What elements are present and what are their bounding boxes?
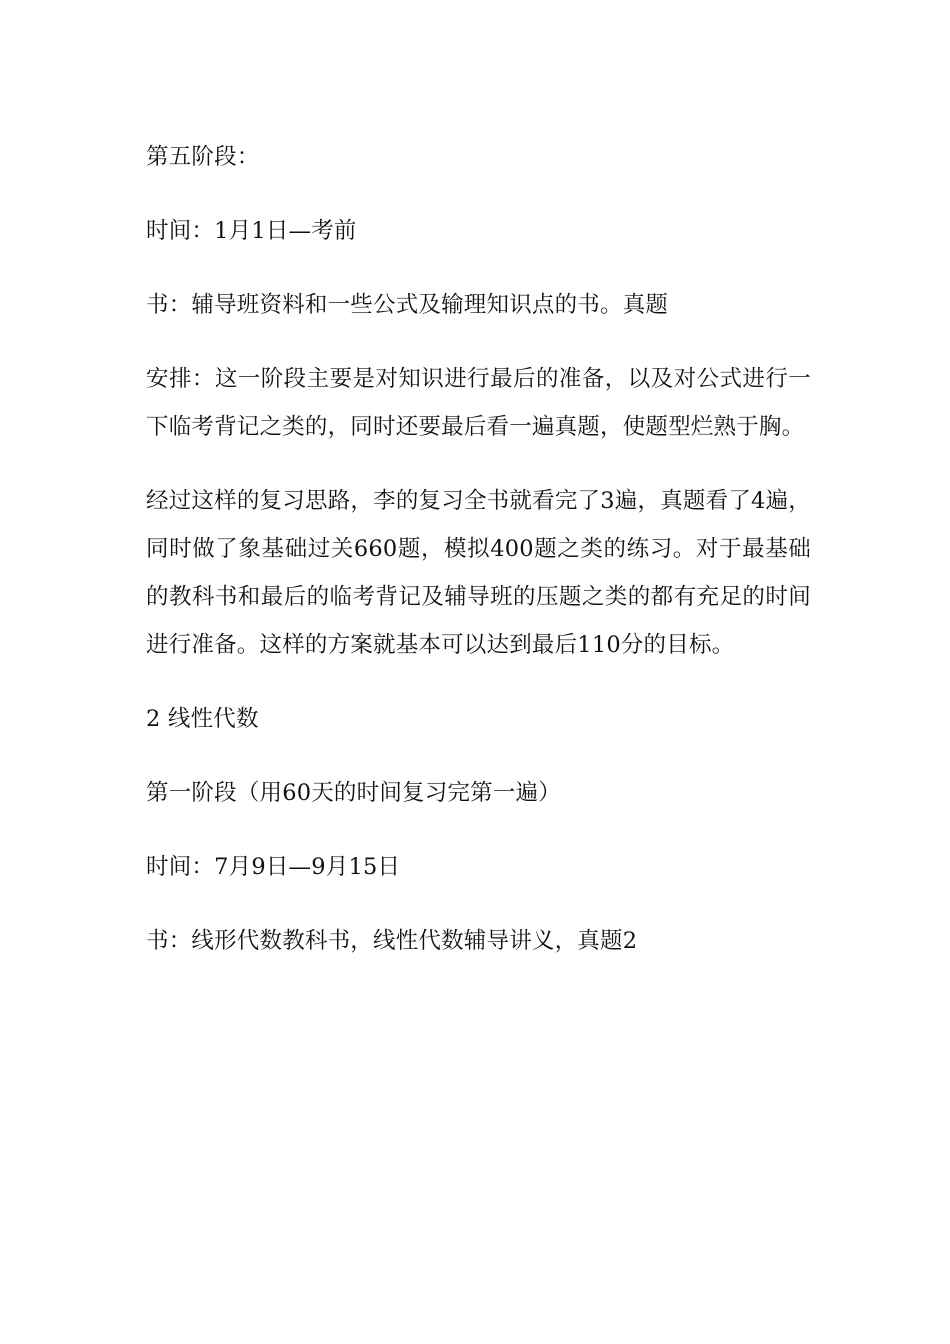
- stage-one-time: 时间：7月9日—9月15日: [146, 854, 401, 880]
- stage-five-time: 时间：1月1日—考前: [146, 218, 357, 244]
- stage-one-books: 书：线形代数教科书，线性代数辅导讲义，真题2: [146, 928, 638, 954]
- section-heading-linear-algebra: 2 线性代数: [146, 706, 259, 732]
- summary-paragraph: 经过这样的复习思路，李的复习全书就看完了3遍，真题看了4遍，同时做了象基础过关660题，模拟400题之类的练习。对于最基础的教科书和最后的临考背记及辅导班的压题之类的都有充足的时间进行准备。这样的方案就基本可以达到最后110分的目标。: [146, 488, 811, 658]
- heading-stage-five: 第五阶段：: [146, 144, 260, 170]
- stage-five-books: 书：辅导班资料和一些公式及输理知识点的书。真题: [146, 292, 669, 318]
- heading-stage-one: 第一阶段（用60天的时间复习完第一遍）: [146, 780, 561, 806]
- document-body: [146, 133, 811, 991]
- stage-five-plan: 安排：这一阶段主要是对知识进行最后的准备，以及对公式进行一下临考背记之类的，同时还要最后看一遍真题，使题型烂熟于胸。: [146, 366, 811, 440]
